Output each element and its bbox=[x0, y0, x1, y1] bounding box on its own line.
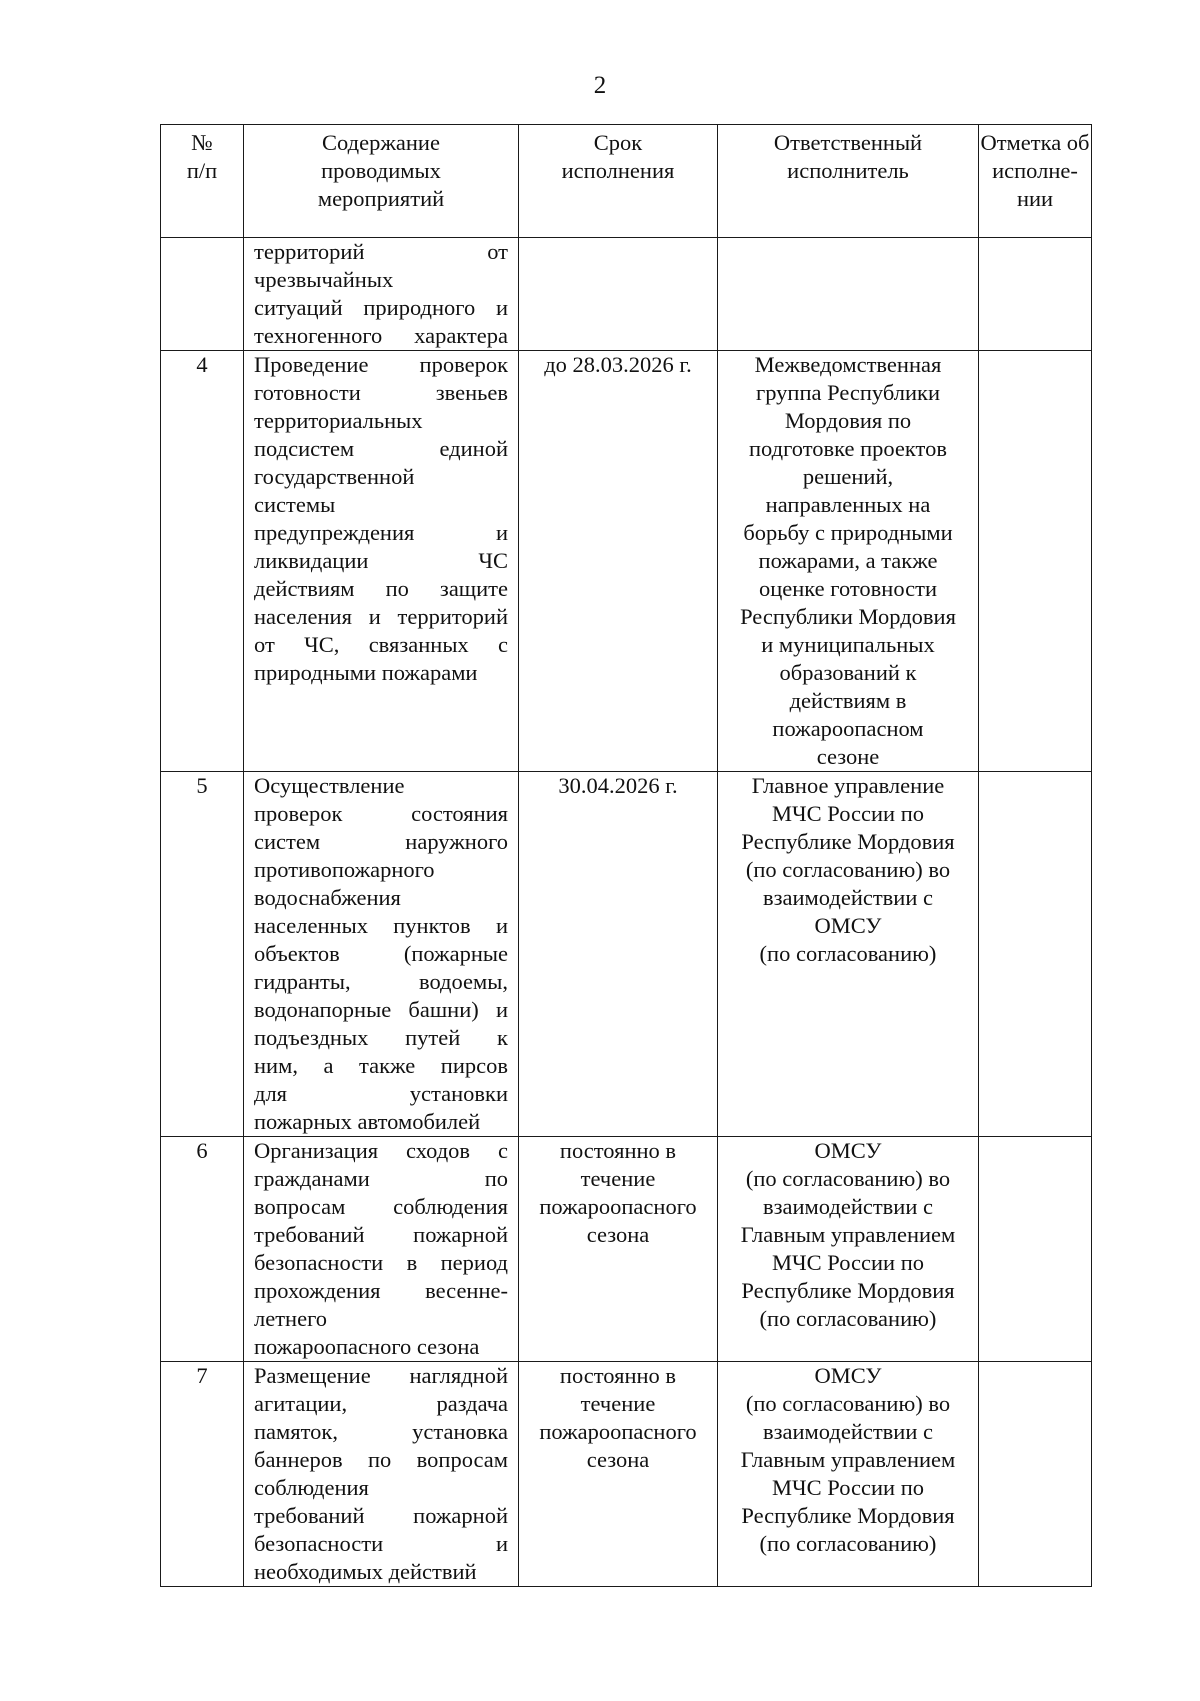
header-responsible-line: Ответственный bbox=[773, 130, 923, 155]
activity-content-line: Организация сходов с bbox=[254, 1138, 508, 1163]
responsible-cell bbox=[718, 772, 979, 1137]
responsible-cell bbox=[718, 1137, 979, 1362]
header-num-line: № bbox=[191, 130, 213, 155]
table-row bbox=[161, 238, 1092, 351]
completion-mark-cell bbox=[979, 1362, 1092, 1587]
row-number-cell bbox=[161, 772, 244, 1137]
deadline-cell bbox=[519, 1362, 718, 1587]
responsible-line: (по согласованию) во bbox=[745, 1166, 951, 1191]
activity-content-line: памяток, установка bbox=[254, 1419, 508, 1444]
responsible-line: направленных на bbox=[765, 492, 931, 517]
deadline-cell bbox=[519, 351, 718, 772]
header-deadline-line: Срок bbox=[593, 130, 643, 155]
activity-content-line: Проведение проверок bbox=[254, 352, 508, 377]
header-mark-line: Отметка об bbox=[980, 130, 1090, 155]
activity-content-line: населения и территорий bbox=[254, 604, 508, 629]
activity-content-line: готовности звеньев bbox=[254, 380, 508, 405]
responsible-line: решений, bbox=[802, 464, 894, 489]
activity-content-line: населенных пунктов и bbox=[254, 913, 508, 938]
activity-content-line: баннеров по вопросам bbox=[254, 1447, 508, 1472]
table-row bbox=[161, 772, 1092, 1137]
table-body bbox=[161, 238, 1092, 1587]
activity-content-cell bbox=[244, 351, 519, 772]
responsible-line: пожароопасном bbox=[772, 716, 924, 741]
header-deadline bbox=[519, 125, 718, 238]
activity-content-line: государственной bbox=[254, 464, 415, 489]
responsible-line: и муниципальных bbox=[761, 632, 935, 657]
activity-content-line: действиям по защите bbox=[254, 576, 508, 601]
activity-content-line: водоснабжения bbox=[254, 885, 401, 910]
activity-content-line: ликвидации ЧС bbox=[254, 548, 508, 573]
activity-content-line: от ЧС, связанных с bbox=[254, 632, 508, 657]
header-content bbox=[244, 125, 519, 238]
activity-content-line: подсистем единой bbox=[254, 436, 508, 461]
activity-content-line: требований пожарной bbox=[254, 1503, 508, 1528]
table-header-row bbox=[161, 125, 1092, 238]
activity-content-line: систем наружного bbox=[254, 829, 508, 854]
header-content-line: проводимых bbox=[321, 158, 441, 183]
header-responsible-line: исполнитель bbox=[787, 158, 909, 183]
activity-content-cell bbox=[244, 1362, 519, 1587]
activity-content-line: ним, а также пирсов bbox=[254, 1053, 508, 1078]
responsible-line: Республике Мордовия bbox=[741, 829, 955, 854]
responsible-cell bbox=[718, 351, 979, 772]
activities-table bbox=[160, 124, 1092, 1587]
activity-content-cell bbox=[244, 772, 519, 1137]
activity-content-cell bbox=[244, 238, 519, 351]
activity-content-line: вопросам соблюдения bbox=[254, 1194, 508, 1219]
row-number: 4 bbox=[196, 352, 208, 377]
header-mark-line: нии bbox=[1016, 186, 1054, 211]
row-number-cell bbox=[161, 238, 244, 351]
activity-content-line: безопасности в период bbox=[254, 1250, 508, 1275]
completion-mark-cell bbox=[979, 238, 1092, 351]
activity-content-line: прохождения весенне- bbox=[254, 1278, 508, 1303]
activity-content-line: противопожарного bbox=[254, 857, 435, 882]
deadline-line: 30.04.2026 г. bbox=[558, 773, 678, 798]
activity-content-line: Осуществление bbox=[254, 773, 405, 798]
responsible-line: сезоне bbox=[816, 744, 880, 769]
row-number-cell bbox=[161, 1137, 244, 1362]
header-num-line: п/п bbox=[186, 158, 218, 183]
header-mark bbox=[979, 125, 1092, 238]
deadline-cell bbox=[519, 238, 718, 351]
responsible-line: (по согласованию) bbox=[759, 941, 937, 966]
activity-content-line: для установки bbox=[254, 1081, 508, 1106]
responsible-line: борьбу с природными bbox=[743, 520, 953, 545]
completion-mark-cell bbox=[979, 1137, 1092, 1362]
responsible-line: (по согласованию) во bbox=[745, 857, 951, 882]
row-number-cell bbox=[161, 351, 244, 772]
responsible-line: Республики Мордовия bbox=[740, 604, 956, 629]
responsible-cell bbox=[718, 1362, 979, 1587]
activity-content-line: предупреждения и bbox=[254, 520, 508, 545]
responsible-line: (по согласованию) во bbox=[745, 1391, 951, 1416]
header-responsible bbox=[718, 125, 979, 238]
deadline-line: течение bbox=[580, 1391, 656, 1416]
activity-content-line: подъездных путей к bbox=[254, 1025, 508, 1050]
activity-content-line: техногенного характера bbox=[254, 323, 508, 348]
responsible-line: Главное управление bbox=[751, 773, 945, 798]
activity-content-line: агитации, раздача bbox=[254, 1391, 508, 1416]
responsible-cell bbox=[718, 238, 979, 351]
responsible-line: МЧС России по bbox=[772, 1475, 924, 1500]
header-content-line: Содержание bbox=[322, 130, 440, 155]
responsible-line: Республике Мордовия bbox=[741, 1503, 955, 1528]
table-row bbox=[161, 1137, 1092, 1362]
header-mark-line: исполне- bbox=[992, 158, 1078, 183]
completion-mark-cell bbox=[979, 772, 1092, 1137]
header-deadline-line: исполнения bbox=[561, 158, 675, 183]
activity-content-line: требований пожарной bbox=[254, 1222, 508, 1247]
activity-content-line: безопасности и bbox=[254, 1531, 508, 1556]
responsible-line: оценке готовности bbox=[758, 576, 938, 601]
activity-content-line: летнего bbox=[254, 1306, 327, 1331]
deadline-line: течение bbox=[580, 1166, 656, 1191]
deadline-line: постоянно в bbox=[559, 1363, 677, 1388]
activity-content-line: чрезвычайных bbox=[254, 267, 394, 292]
deadline-line: постоянно в bbox=[559, 1138, 677, 1163]
activity-content-line: объектов (пожарные bbox=[254, 941, 508, 966]
responsible-line: взаимодействии с bbox=[763, 885, 933, 910]
activity-content-line: водонапорные башни) и bbox=[254, 997, 508, 1022]
row-number: 6 bbox=[196, 1138, 208, 1163]
activity-content-line: системы bbox=[254, 492, 336, 517]
header-content-line: мероприятий bbox=[317, 186, 445, 211]
activity-content-line: пожарных автомобилей bbox=[254, 1109, 481, 1134]
row-number-cell bbox=[161, 1362, 244, 1587]
responsible-line: действиям в bbox=[789, 688, 907, 713]
deadline-line: сезона bbox=[586, 1222, 650, 1247]
activity-content-line: территориальных bbox=[254, 408, 423, 433]
activity-content-line: гидранты, водоемы, bbox=[254, 969, 508, 994]
activity-content-line: проверок состояния bbox=[254, 801, 508, 826]
table-row bbox=[161, 1362, 1092, 1587]
activity-content-line: необходимых действий bbox=[254, 1559, 477, 1584]
activity-content-line: пожароопасного сезона bbox=[254, 1334, 480, 1359]
responsible-line: Главным управлением bbox=[740, 1447, 956, 1472]
responsible-line: Главным управлением bbox=[740, 1222, 956, 1247]
deadline-line: пожароопасного bbox=[539, 1419, 697, 1444]
activity-content-line: гражданами по bbox=[254, 1166, 508, 1191]
responsible-line: пожарами, а также bbox=[758, 548, 938, 573]
deadline-line: пожароопасного bbox=[539, 1194, 697, 1219]
activity-content-line: Размещение наглядной bbox=[254, 1363, 508, 1388]
responsible-line: ОМСУ bbox=[814, 1363, 882, 1388]
deadline-cell bbox=[519, 1137, 718, 1362]
activity-content-line: природными пожарами bbox=[254, 660, 478, 685]
activity-content-line: ситуаций природного и bbox=[254, 295, 508, 320]
header-num bbox=[161, 125, 244, 238]
activity-content-cell bbox=[244, 1137, 519, 1362]
row-number: 5 bbox=[196, 773, 208, 798]
responsible-line: Мордовия по bbox=[784, 408, 912, 433]
activity-content-line: территорий от bbox=[254, 239, 508, 264]
responsible-line: ОМСУ bbox=[814, 913, 882, 938]
responsible-line: подготовке проектов bbox=[749, 436, 947, 461]
page-number: 2 bbox=[593, 72, 607, 99]
responsible-line: образований к bbox=[779, 660, 917, 685]
responsible-line: группа Республики bbox=[756, 380, 940, 405]
deadline-cell bbox=[519, 772, 718, 1137]
responsible-line: МЧС России по bbox=[772, 801, 924, 826]
responsible-line: взаимодействии с bbox=[763, 1194, 933, 1219]
responsible-line: ОМСУ bbox=[814, 1138, 882, 1163]
table-row bbox=[161, 351, 1092, 772]
responsible-line: (по согласованию) bbox=[759, 1531, 937, 1556]
deadline-line: сезона bbox=[586, 1447, 650, 1472]
responsible-line: Межведомственная bbox=[754, 352, 942, 377]
responsible-line: (по согласованию) bbox=[759, 1306, 937, 1331]
row-number: 7 bbox=[196, 1363, 208, 1388]
responsible-line: взаимодействии с bbox=[763, 1419, 933, 1444]
responsible-line: Республике Мордовия bbox=[741, 1278, 955, 1303]
activity-content-line: соблюдения bbox=[254, 1475, 369, 1500]
deadline-line: до 28.03.2026 г. bbox=[544, 352, 692, 377]
completion-mark-cell bbox=[979, 351, 1092, 772]
responsible-line: МЧС России по bbox=[772, 1250, 924, 1275]
